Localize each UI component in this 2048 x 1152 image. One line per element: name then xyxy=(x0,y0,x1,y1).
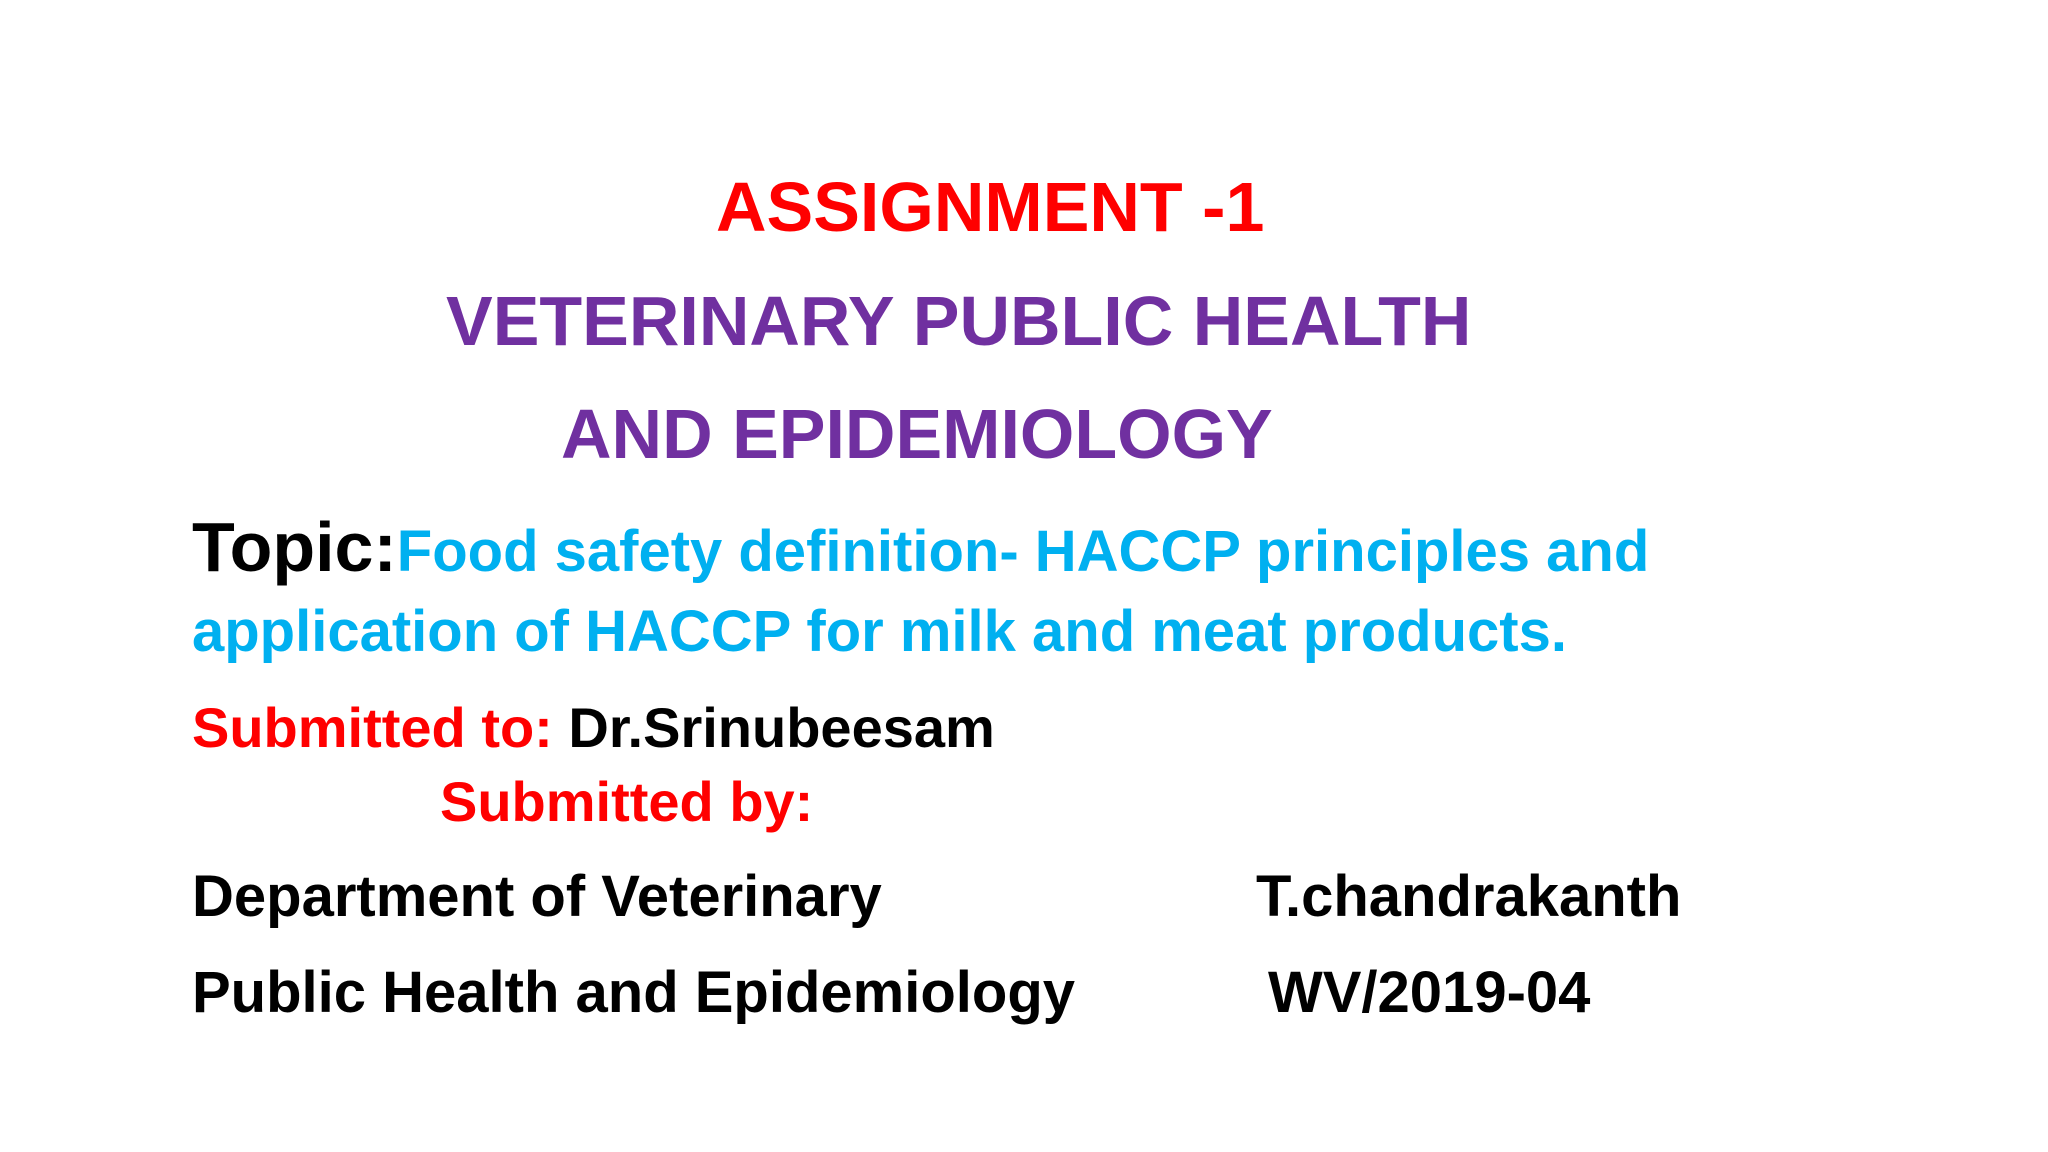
submitted-to-line xyxy=(192,696,995,759)
topic-text-line-1: Food safety definition- HACCP principles and xyxy=(396,519,1650,584)
department-line-1: Department of Veterinary xyxy=(192,864,882,929)
submitted-to-name: Dr.Srinubeesam xyxy=(568,696,995,759)
course-title-line-1: VETERINARY PUBLIC HEALTH xyxy=(446,282,1472,360)
topic-label: Topic: xyxy=(192,508,397,586)
student-name: T.chandrakanth xyxy=(1256,864,1682,929)
student-id: WV/2019-04 xyxy=(1268,960,1591,1025)
department-line-2: Public Health and Epidemiology xyxy=(192,960,1075,1025)
course-title-line-2: AND EPIDEMIOLOGY xyxy=(561,395,1273,473)
assignment-title: ASSIGNMENT -1 xyxy=(716,168,1265,246)
submitted-to-label: Submitted to: xyxy=(192,696,569,759)
topic-text-line-2: application of HACCP for milk and meat products. xyxy=(192,599,1567,664)
submitted-by-label: Submitted by: xyxy=(440,770,814,833)
topic-line-1 xyxy=(192,508,1650,586)
